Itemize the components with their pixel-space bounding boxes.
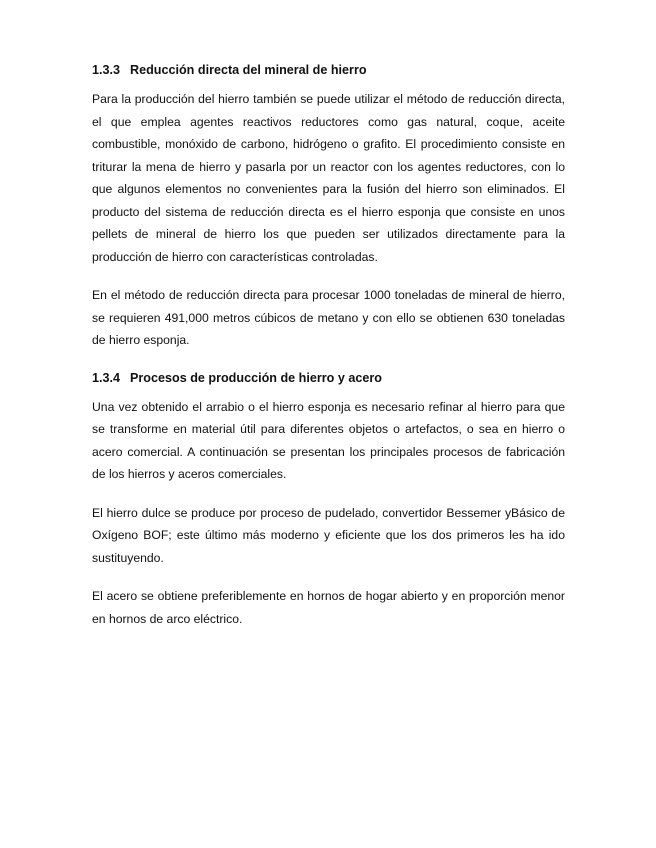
paragraph: Una vez obtenido el arrabio o el hierro esponja es necesario refinar al hierro para que se transforme en material útil para diferentes objetos o artefactos, o sea en hierro o acero comercial. A continuación se presentan los principales procesos de fabricación de los hierros y aceros comerciales. — [92, 399, 565, 481]
paragraph: En el método de reducción directa para procesar 1000 toneladas de mineral de hierro, se requieren 491,000 metros cúbicos de metano y con ello se obtienen 630 toneladas de hierro esponja. — [92, 288, 565, 347]
paragraph: Para la producción del hierro también se puede utilizar el método de reducción directa, el que emplea agentes reactivos reductores como gas natural, coque, aceite combustible, monóxido de carbono, hidrógeno o grafito. El procedimiento consiste en triturar la mena de hierro y pasarla por un reactor con los agentes reductores, con lo que algunos elementos no convenientes para la fusión del hierro son eliminados. El producto del sistema de reducción directa es el hierro esponja que consiste en unos pellets de mineral de hierro los que pueden ser utilizados directamente para la producción de hierro con características controladas. — [92, 92, 565, 264]
section-heading-1-3-4 — [92, 368, 565, 388]
section-number: 1.3.4 — [92, 370, 121, 385]
paragraph: El acero se obtiene preferiblemente en hornos de hogar abierto y en proporción menor en hornos de arco eléctrico. — [92, 589, 565, 626]
page-content — [92, 60, 565, 646]
section-heading-1-3-3 — [92, 60, 565, 80]
paragraph: El hierro dulce se produce por proceso de pudelado, convertidor Bessemer yBásico de Oxígeno BOF; este último más moderno y eficiente que los dos primeros les ha ido sustituyendo. — [92, 505, 565, 565]
section-title: Reducción directa del mineral de hierro — [130, 63, 367, 77]
section-number: 1.3.3 — [92, 63, 121, 77]
section-title: Procesos de producción de hierro y acero — [130, 370, 382, 385]
